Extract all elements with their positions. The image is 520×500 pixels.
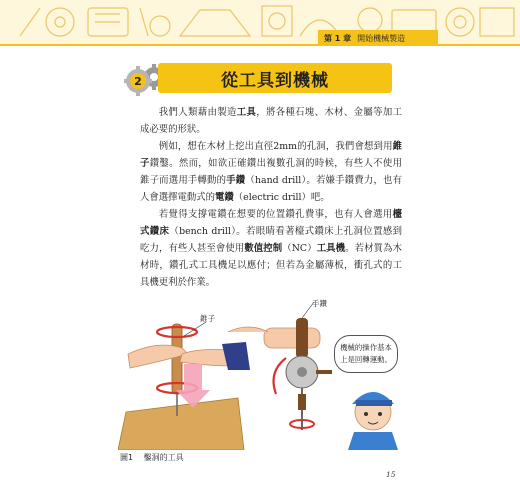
wood-board-image [118, 398, 244, 450]
label-hand-drill: 手鑽 [312, 299, 327, 308]
machinery-sketch-banner [0, 0, 520, 50]
figure-number: 圖1 [120, 453, 134, 462]
chapter-tag [318, 30, 438, 46]
page-number: 15 [386, 470, 396, 479]
keyword: 檯式鑽床 [140, 209, 402, 237]
crank-rotation-arrow-icon [274, 358, 286, 394]
bubble-line-2: 上是回轉運動。 [340, 355, 392, 364]
label-awl: 錐子 [200, 314, 215, 323]
header-decoration [0, 0, 520, 50]
bubble-line-1: 機械的操作基本 [340, 343, 392, 352]
section-number: 2 [134, 75, 142, 88]
paragraph-1: 我們人類藉由製造工具，將各種石塊、木材、金屬等加工成必要的形狀。 [140, 107, 402, 135]
keyword: 工具 [236, 107, 257, 118]
chapter-title: 開始機械製造 [357, 33, 406, 43]
cartoon-boy-image [348, 392, 398, 450]
section-title: 從工具到機械 [158, 63, 392, 93]
keyword: 數值控制 [244, 243, 283, 254]
paragraph-3: 若覺得支撐電鑽在想要的位置鑽孔費事，也有人會選用檯式鑽床（bench drill）。若眼睛看著檯式鑽床上孔洞位置感到吃力，有些人甚至會使用數值控制（NC）工具機。若材質為木材時，鑽孔式工具機足以應付；但若為金屬薄板，衝孔式的工具機更利於作業。 [140, 209, 402, 288]
hand-drill-image [228, 318, 332, 430]
paragraph-2: 例如，想在木材上挖出直徑2mm的孔洞，我們會想到用錐子鑽鑿。然而，如欲正確鑽出複數孔洞的時候，有些人不使用錐子而選用手轉動的手鑽（hand drill）。若嫌手鑽費力，也有人會選擇電動式的電鑽（electric drill）吧。 [140, 141, 402, 203]
keyword: 錐子 [140, 141, 402, 169]
speech-bubble [334, 335, 398, 373]
keyword: 工具機 [316, 243, 346, 254]
keyword: 手鑽 [226, 175, 246, 186]
chapter-number: 第 1 章 [324, 33, 352, 43]
keyword: 電鑽 [215, 192, 234, 203]
figure-caption [120, 452, 184, 463]
figure-title: 鑿洞的工具 [143, 453, 184, 462]
